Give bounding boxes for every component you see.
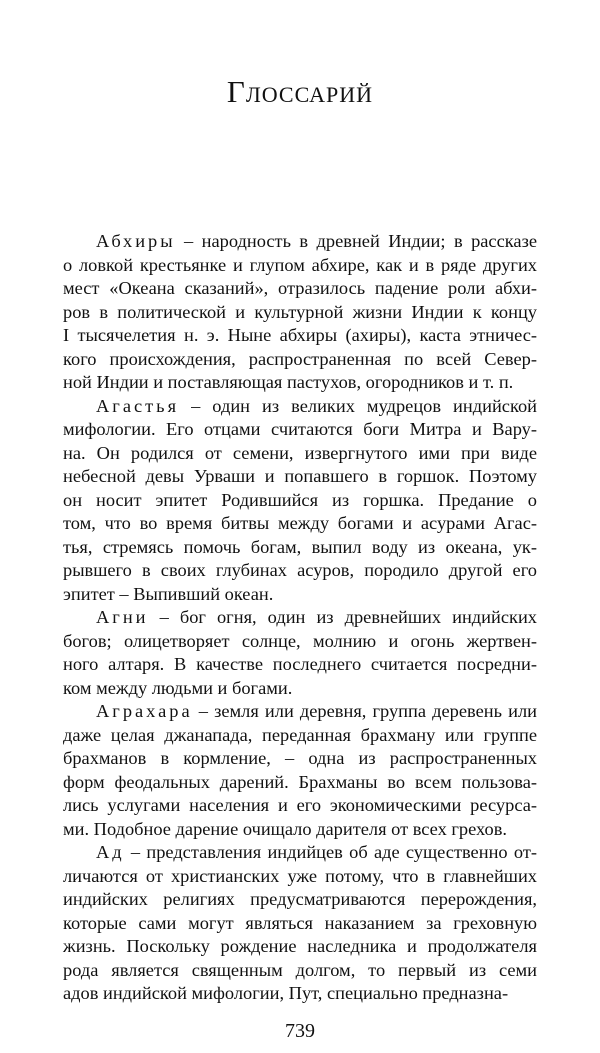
line-text: мифологии. Его отцами считаются боги Митра и Вару- — [63, 419, 537, 439]
text-line — [63, 771, 537, 795]
text-line — [63, 747, 537, 771]
line-text: брахманов в кормление, – одна из распространенных — [63, 748, 537, 768]
line-text: небесной девы Урваши и попавшего в горшок. Поэтому — [63, 466, 537, 486]
text-line — [63, 794, 537, 818]
glossary-term: Агни — [96, 607, 149, 627]
page-number: 739 — [285, 1019, 315, 1042]
line-text: адов индийской мифологии, Пут, специально предназна- — [63, 983, 509, 1003]
text-line — [63, 583, 537, 607]
text-line — [63, 818, 537, 842]
text-line — [63, 865, 537, 889]
text-line — [63, 700, 537, 724]
text-line — [63, 559, 537, 583]
text-line — [63, 465, 537, 489]
line-text: индийских религиях предусматриваются перерождения, — [63, 889, 537, 909]
glossary-entry — [63, 841, 537, 1006]
line-text: тья, стремясь помочь богам, выпил воду из океана, ук- — [63, 536, 537, 557]
text-line — [63, 630, 537, 654]
line-text: даже целая джанапада, переданная брахману или группе — [63, 724, 537, 745]
text-line — [63, 935, 537, 959]
text-line — [63, 348, 537, 372]
line-text: о ловкой крестьянке и глупом абхире, как и в ряде других — [63, 254, 537, 275]
text-line — [63, 442, 537, 466]
glossary-term: Аграхара — [96, 701, 193, 721]
glossary-term: Агастья — [96, 395, 180, 416]
text-line — [63, 489, 537, 513]
line-text: ров в политической и культурной жизни Индии к концу — [63, 301, 537, 322]
text-line — [63, 724, 537, 748]
line-text: – представления индийцев об аде существенно от- — [130, 842, 537, 862]
text-line — [63, 512, 537, 536]
line-text: он носит эпитет Родившийся из горшка. Предание о — [63, 489, 537, 510]
text-line — [63, 254, 537, 278]
text-line — [63, 606, 537, 630]
line-text: мест «Океана сказаний», отразилось падение роли абхи- — [63, 278, 537, 298]
text-line — [63, 230, 537, 254]
text-line — [63, 418, 537, 442]
line-text: лись услугами населения и его экономическими ресурса- — [63, 795, 537, 815]
page-title: Глоссарий — [226, 74, 374, 109]
text-line — [63, 324, 537, 348]
glossary-entry — [63, 395, 537, 607]
line-text: богов; олицетворяет солнце, молнию и огонь жертвен- — [63, 630, 537, 651]
glossary-entry — [63, 606, 537, 700]
line-text: эпитет – Выпивший океан. — [63, 583, 274, 604]
line-text: форм феодальных дарений. Брахманы во всем пользова- — [63, 771, 537, 792]
line-text: рывшего в своих глубинах асуров, породило другой его — [63, 560, 537, 580]
line-text: ного алтаря. В качестве последнего считается посредни- — [63, 654, 537, 674]
line-text: ком между людьми и богами. — [63, 677, 293, 698]
text-line — [63, 888, 537, 912]
text-line — [63, 301, 537, 325]
line-text: том, что во время битвы между богами и асурами Агас- — [63, 513, 537, 533]
text-line — [63, 536, 537, 560]
line-text: – земля или деревня, группа деревень или — [198, 701, 537, 721]
line-text: ной Индии и поставляющая пастухов, огородников и т. п. — [63, 372, 514, 392]
text-line — [63, 959, 537, 983]
line-text: которые сами могут являться наказанием за греховную — [63, 912, 537, 933]
line-text: ми. Подобное дарение очищало дарителя от всех грехов. — [63, 818, 508, 839]
text-line — [63, 982, 537, 1006]
text-line — [63, 677, 537, 701]
glossary-entry — [63, 230, 537, 395]
glossary-term: Абхиры — [96, 231, 176, 251]
text-line — [63, 371, 537, 395]
line-text: – народность в древней Индии; в рассказе — [184, 231, 537, 251]
line-text: – бог огня, один из древнейших индийских — [159, 607, 537, 627]
glossary-entry — [63, 700, 537, 841]
line-text: I тысячелетия н. э. Ныне абхиры (ахиры), каста этничес- — [63, 325, 537, 345]
text-line — [63, 395, 537, 419]
line-text: – один из великих мудрецов индийской — [191, 395, 537, 416]
line-text: рода является священным долгом, то первый из семи — [63, 959, 537, 980]
text-line — [63, 277, 537, 301]
glossary-body — [63, 230, 537, 1006]
text-line — [63, 912, 537, 936]
line-text: кого происхождения, распространенная по всей Север- — [63, 348, 537, 369]
line-text: на. Он родился от семени, извергнутого ими при виде — [63, 442, 537, 463]
text-line — [63, 653, 537, 677]
text-line — [63, 841, 537, 865]
line-text: жизнь. Поскольку рождение наследника и продолжателя — [63, 936, 537, 956]
glossary-term: Ад — [96, 842, 125, 862]
line-text: личаются от христианских уже потому, что в главнейших — [63, 865, 537, 886]
